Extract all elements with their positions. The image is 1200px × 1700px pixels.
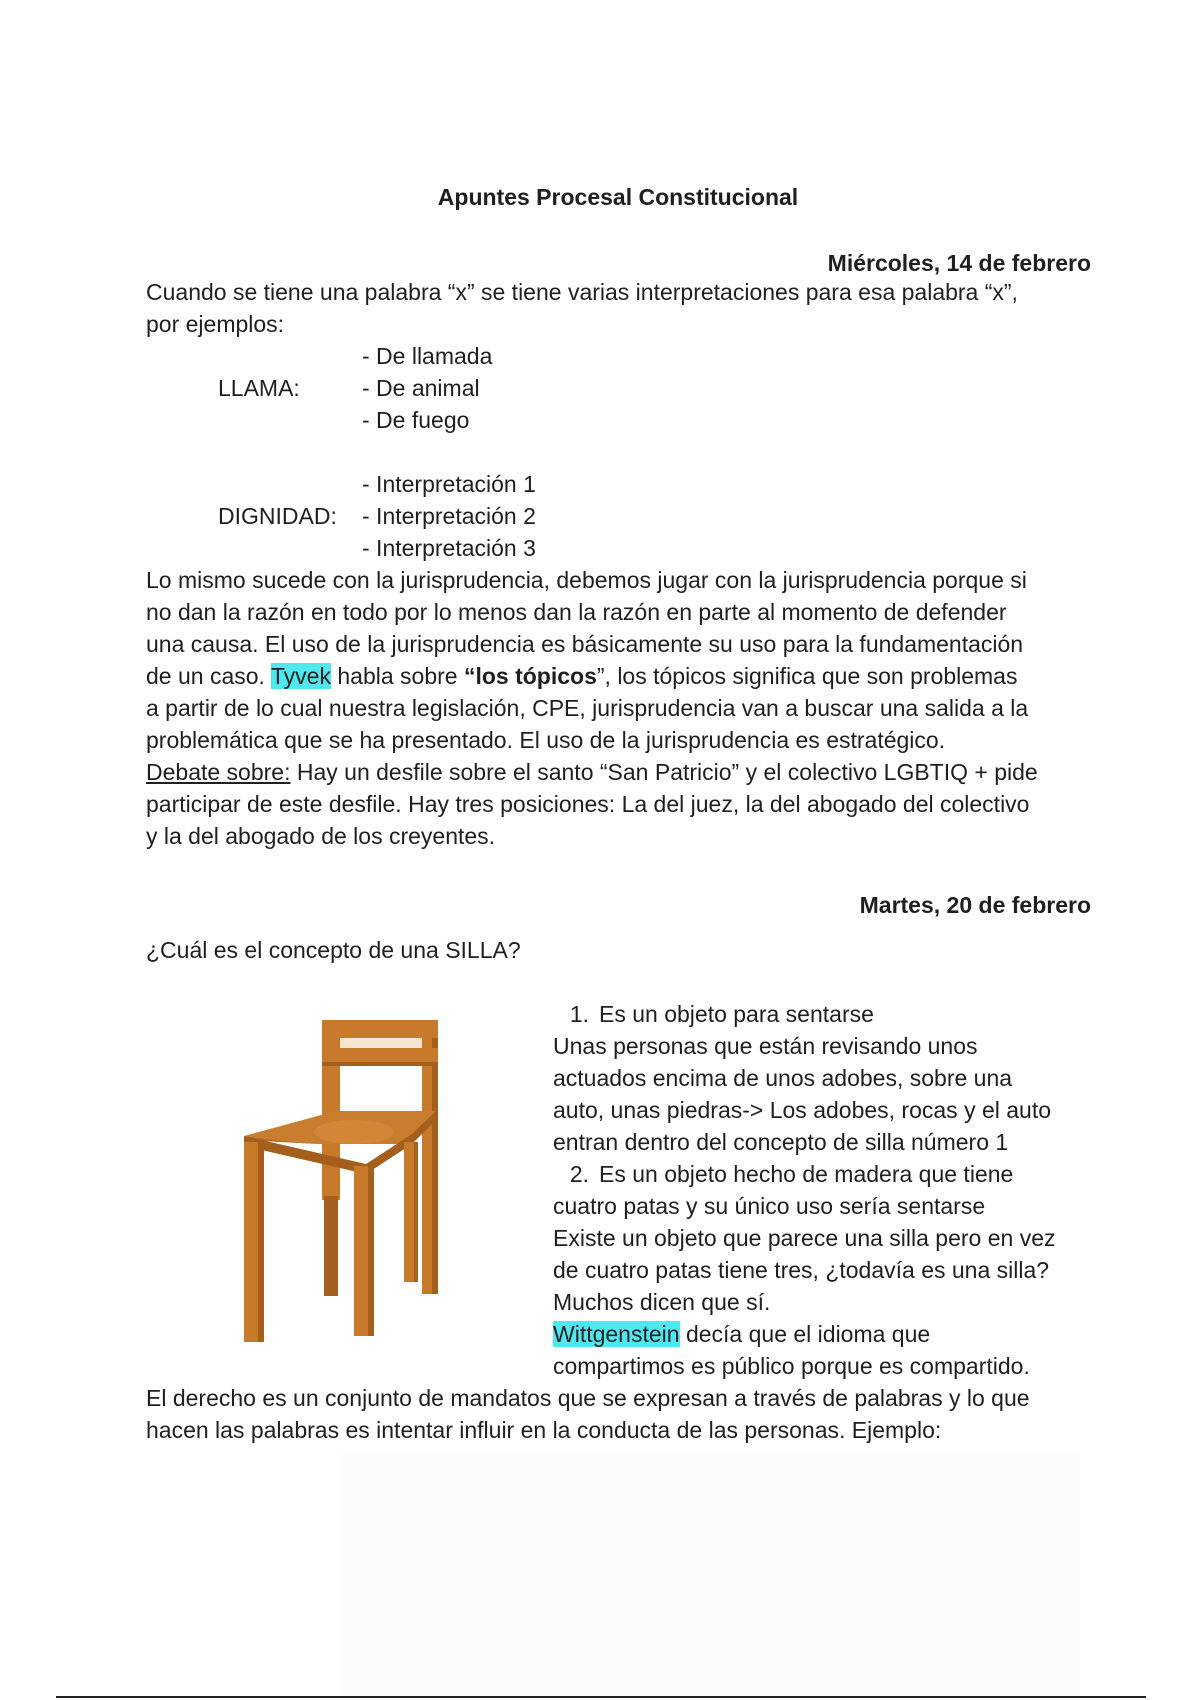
text-segment: habla sobre <box>337 663 458 689</box>
list-item-text: Es un objeto hecho de madera que tiene <box>599 1161 1014 1187</box>
blank-area <box>340 1452 1080 1696</box>
text-segment: Hay un desfile sobre el santo “San Patricio” y el colectivo LGBTIQ + pide <box>290 759 1038 785</box>
text-line: compartimos es público porque es compartido. <box>553 1353 1030 1379</box>
text-line: cuatro patas y su único uso sería sentarse <box>553 1193 986 1219</box>
text-line: problemática que se ha presentado. El uso de la jurisprudencia es estratégico. <box>146 727 946 753</box>
highlight-wittgenstein: Wittgenstein <box>553 1321 680 1347</box>
text-line: de cuatro patas tiene tres, ¿todavía es una silla? <box>553 1257 1050 1283</box>
list-item <box>553 998 1093 1030</box>
text-line: entran dentro del concepto de silla número 1 <box>553 1129 1009 1155</box>
text-line: actuados encima de unos adobes, sobre una <box>553 1065 1013 1091</box>
text-line <box>146 660 1086 692</box>
jurisprudence-paragraph <box>146 564 1086 852</box>
text-line: Lo mismo sucede con la jurisprudencia, debemos jugar con la jurisprudencia porque si <box>146 567 1027 593</box>
chair-illustration <box>236 1016 456 1346</box>
page-title: Apuntes Procesal Constitucional <box>437 184 799 210</box>
llama-item: - De fuego <box>362 407 470 433</box>
text-line: Existe un objeto que parece una silla pero en vez <box>553 1225 1056 1251</box>
text-line: por ejemplos: <box>146 311 285 337</box>
chair-question: ¿Cuál es el concepto de una SILLA? <box>146 937 521 963</box>
text-segment: ”, los tópicos significa que son problemas <box>596 663 1018 689</box>
text-segment: de un caso. <box>146 663 265 689</box>
page-bottom-rule <box>56 1696 1146 1698</box>
list-item-text: Es un objeto para sentarse <box>599 1001 874 1027</box>
text-line: hacen las palabras es intentar influir en la conducta de las personas. Ejemplo: <box>146 1417 942 1443</box>
debate-label: Debate sobre: <box>146 759 291 785</box>
text-line: Muchos dicen que sí. <box>553 1289 771 1315</box>
text-line: Unas personas que están revisando unos <box>553 1033 978 1059</box>
dignidad-item: - Interpretación 3 <box>362 535 536 561</box>
text-line: y la del abogado de los creyentes. <box>146 823 496 849</box>
list-number: 2. <box>569 1161 589 1187</box>
text-line: Cuando se tiene una palabra “x” se tiene varias interpretaciones para esa palabra “x”, <box>146 279 1018 305</box>
intro-paragraph <box>146 276 1086 340</box>
text-line: una causa. El uso de la jurisprudencia es básicamente su uso para la fundamentación <box>146 631 1024 657</box>
llama-label: LLAMA: <box>218 375 300 401</box>
text-line <box>146 756 1086 788</box>
text-line: El derecho es un conjunto de mandatos que se expresan a través de palabras y lo que <box>146 1385 1030 1411</box>
text-line <box>553 1318 1093 1350</box>
text-line: auto, unas piedras-> Los adobes, rocas y el auto <box>553 1097 1052 1123</box>
closing-paragraph <box>146 1382 1086 1446</box>
text-line: participar de este desfile. Hay tres posiciones: La del juez, la del abogado del colectivo <box>146 791 1030 817</box>
dignidad-item: - Interpretación 2 <box>362 503 536 529</box>
date-heading-2: Martes, 20 de febrero <box>859 892 1091 918</box>
text-segment: decía que el idioma que <box>679 1321 931 1347</box>
list-number: 1. <box>569 1001 589 1027</box>
text-line: no dan la razón en todo por lo menos dan la razón en parte al momento de defender <box>146 599 1007 625</box>
llama-item: - De llamada <box>362 343 493 369</box>
date-heading-1: Miércoles, 14 de febrero <box>827 250 1091 276</box>
chair-concept-list <box>553 998 1093 1382</box>
list-item <box>553 1158 1093 1190</box>
highlight-tyvek: Tyvek <box>270 663 331 689</box>
llama-item: - De animal <box>362 375 480 401</box>
dignidad-item: - Interpretación 1 <box>362 471 536 497</box>
text-line: a partir de lo cual nuestra legislación, CPE, jurisprudencia van a buscar una salida a la <box>146 695 1029 721</box>
dignidad-label: DIGNIDAD: <box>218 503 337 529</box>
bold-los-topicos: “los tópicos <box>463 663 597 689</box>
